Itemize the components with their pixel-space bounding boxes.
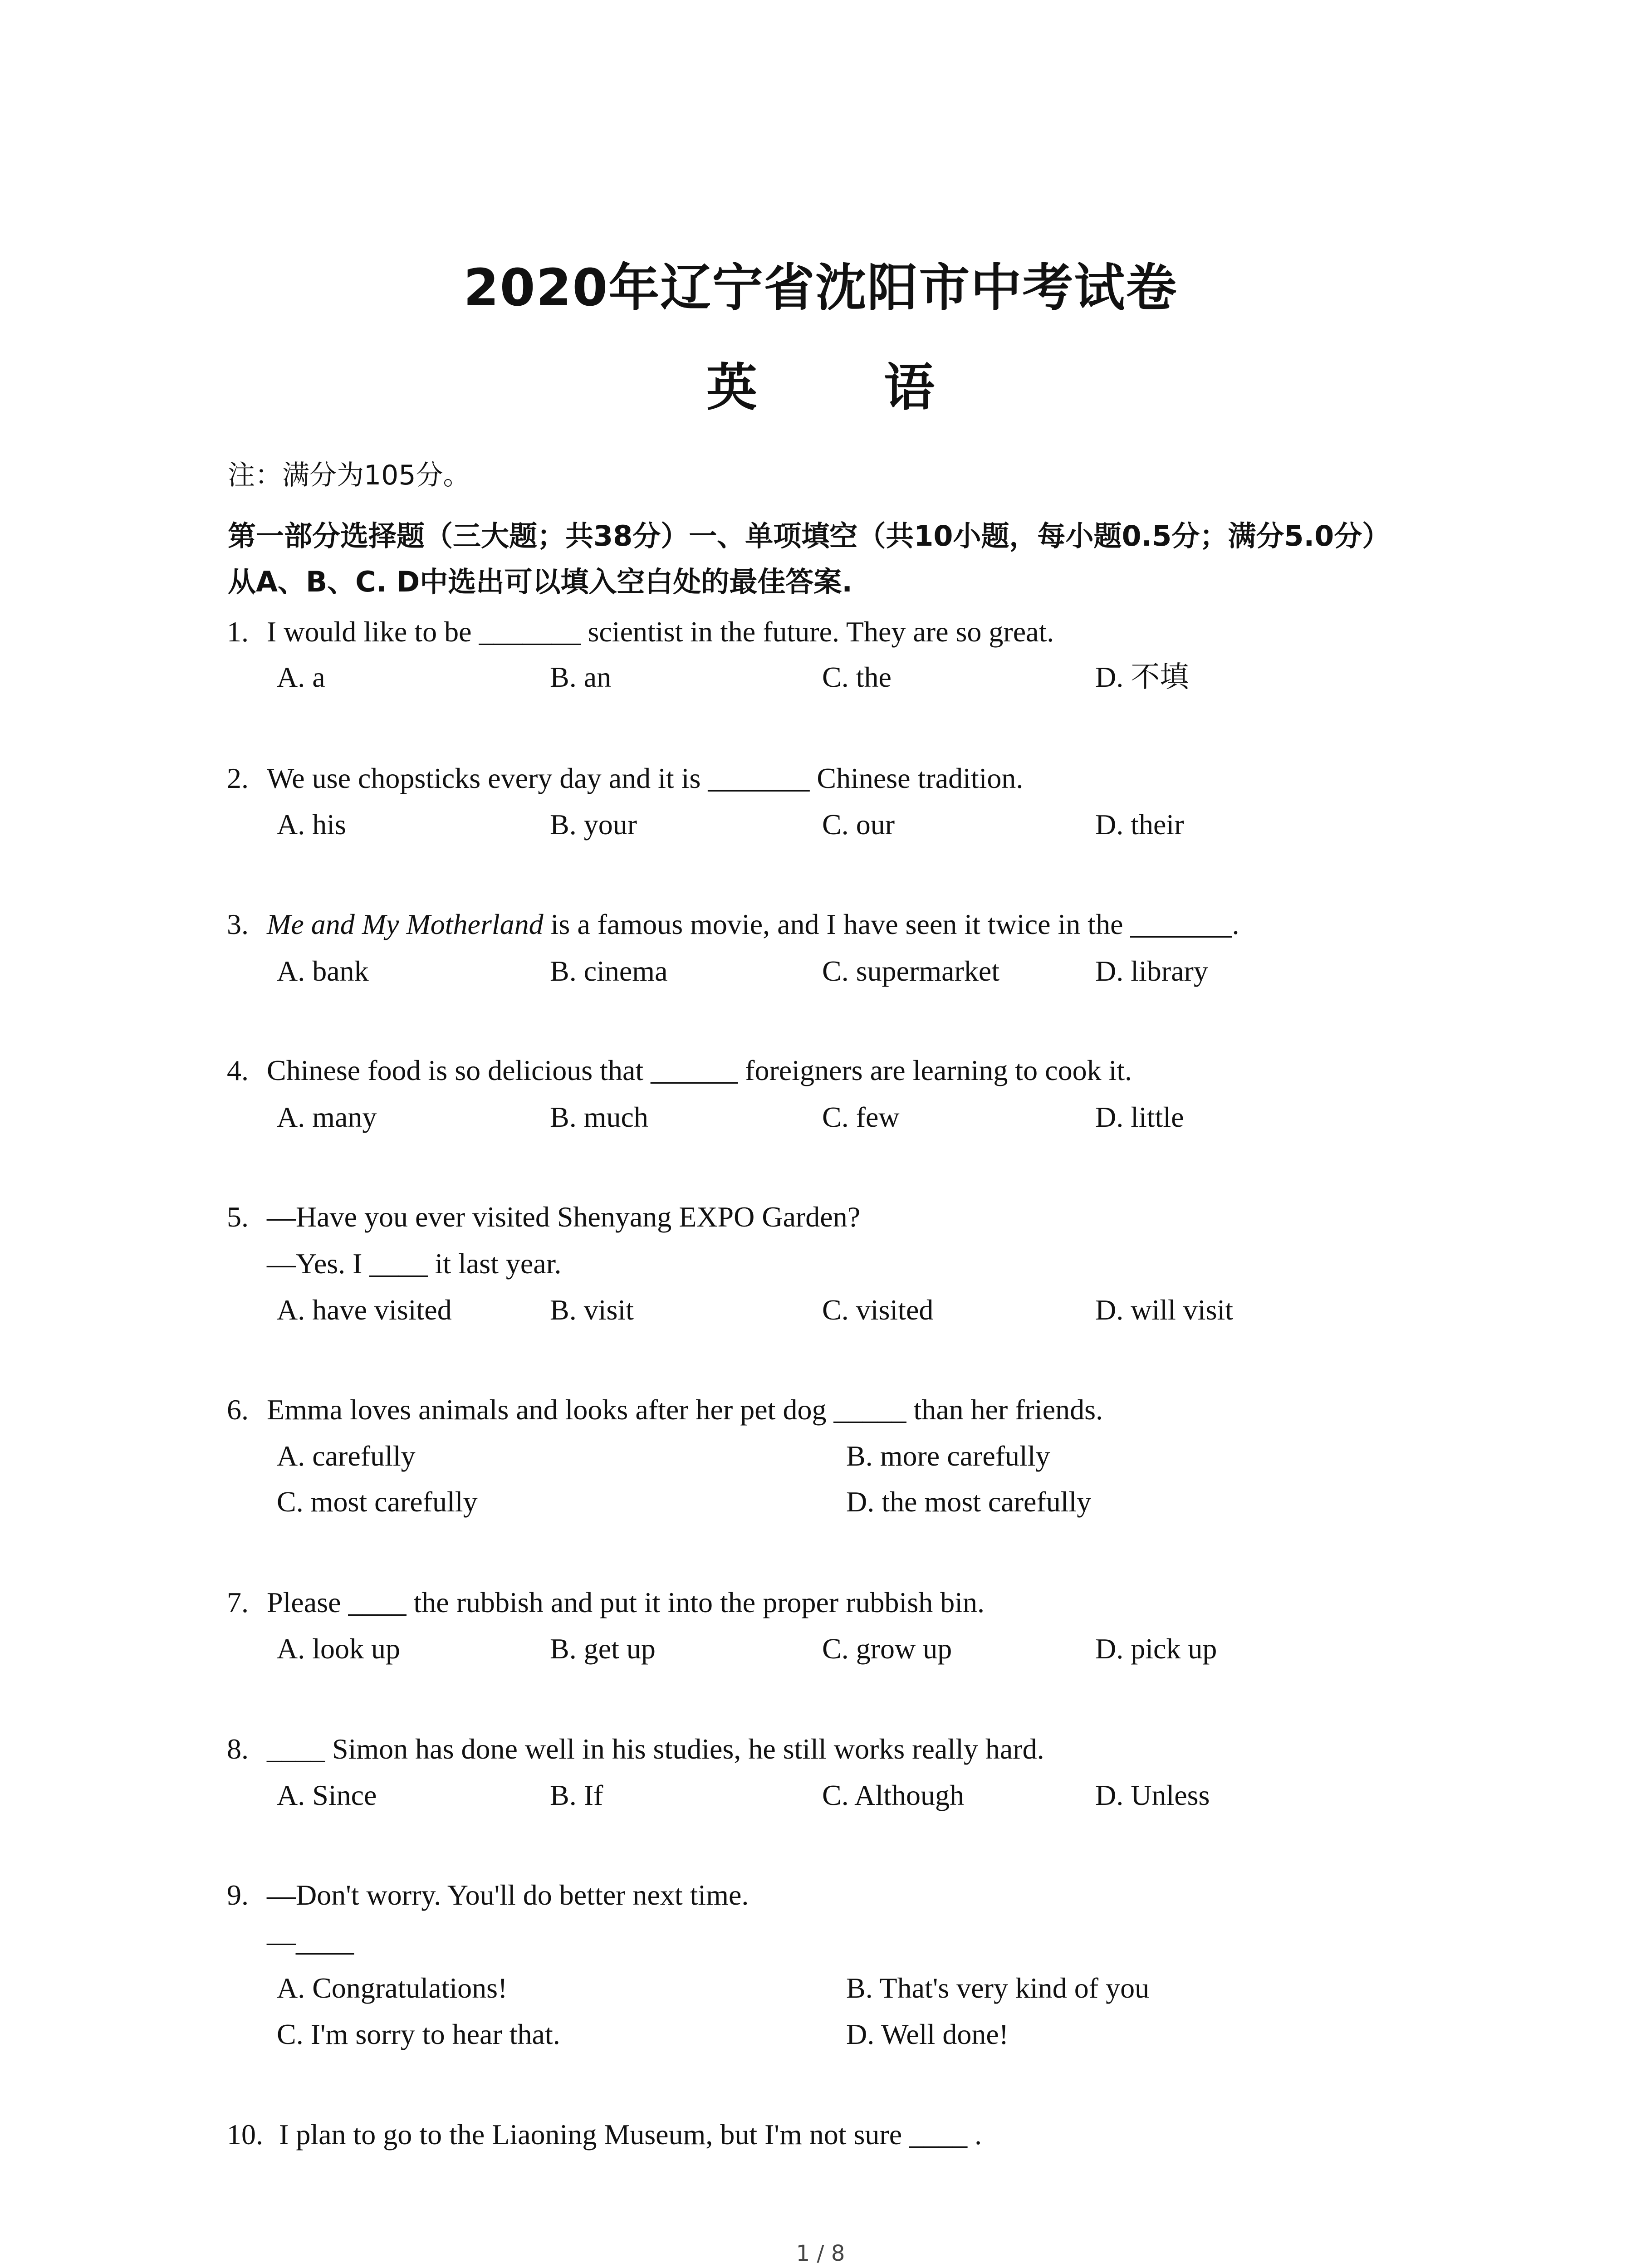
option-a: A. a [277,661,325,693]
question-number: 3. [227,908,249,940]
option-b: B. your [550,808,637,841]
question-text: We use chopsticks every day and it is _______ Chinese tradition. [267,762,1024,794]
question-number: 4. [227,1054,249,1086]
question-6 [227,1393,1103,1427]
question-1 [227,615,1054,650]
option-b: B. If [550,1779,603,1811]
question-5-reply: —Yes. I ____ it last year. [267,1247,562,1280]
option-a: A. Since [277,1779,377,1811]
option-a: A. have visited [277,1294,452,1326]
question-4 [227,1053,1132,1088]
option-d: D. the most carefully [846,1486,1092,1518]
option-b: B. an [550,661,612,693]
option-a: A. his [277,808,346,841]
question-number: 8. [227,1733,249,1765]
exam-title: 2020年辽宁省沈阳市中考试卷 [463,259,1178,318]
option-c: C. visited [822,1294,934,1326]
option-b: B. That's very kind of you [846,1972,1150,2004]
question-10 [227,2117,982,2152]
question-text: I would like to be _______ scientist in the future. They are so great. [267,616,1054,648]
movie-title: Me and My Motherland [267,908,544,940]
question-3 [227,907,1239,942]
question-text: Chinese food is so delicious that ______ foreigners are learning to cook it. [267,1054,1132,1086]
option-d: D. Well done! [846,2018,1009,2050]
option-d: D. Unless [1095,1779,1210,1811]
section-instruction: 第一部分选择题（三大题；共38分）一、单项填空（共10小题，每小题0.5分；满分5.0分） [228,519,1391,552]
question-text: is a famous movie, and I have seen it twice in the _______. [543,908,1239,940]
option-c: C. most carefully [277,1486,478,1518]
question-text: —Have you ever visited Shenyang EXPO Garden? [267,1201,861,1233]
question-7 [227,1585,985,1620]
option-d: D. 不填 [1095,661,1189,693]
option-b: B. visit [550,1294,634,1326]
option-a: A. many [277,1101,377,1133]
option-a: A. bank [277,955,369,987]
question-number: 7. [227,1586,249,1618]
question-number: 5. [227,1201,249,1233]
score-note: 注：满分为105分。 [228,459,470,491]
option-c: C. Although [822,1779,964,1811]
option-c: C. the [822,661,892,693]
question-number: 2. [227,762,249,794]
question-number: 6. [227,1393,249,1426]
option-d: D. pick up [1095,1633,1217,1665]
question-number: 9. [227,1879,249,1911]
option-b: B. get up [550,1633,656,1665]
page-number: 1 / 8 [796,2241,845,2266]
question-text: Please ____ the rubbish and put it into the proper rubbish bin. [267,1586,985,1618]
question-text: —Don't worry. You'll do better next time. [267,1879,749,1911]
option-c: C. grow up [822,1633,952,1665]
option-d: D. will visit [1095,1294,1234,1326]
option-c: C. our [822,808,895,841]
option-d: D. little [1095,1101,1184,1133]
question-text: ____ Simon has done well in his studies, he still works really hard. [267,1733,1044,1765]
question-5 [227,1200,860,1235]
question-number: 1. [227,616,249,648]
question-8 [227,1732,1044,1767]
question-text: Emma loves animals and looks after her pet dog _____ than her friends. [267,1393,1103,1426]
option-c: C. supermarket [822,955,999,987]
option-c: C. I'm sorry to hear that. [277,2018,560,2050]
option-c: C. few [822,1101,900,1133]
question-text: I plan to go to the Liaoning Museum, but I'm not sure ____ . [279,2118,982,2151]
question-9-reply: —____ [267,1925,354,1957]
option-d: D. their [1095,808,1184,841]
option-b: B. more carefully [846,1440,1050,1472]
question-9 [227,1878,749,1913]
option-a: A. look up [277,1633,400,1665]
section-instruction-2: 从A、B、C. D中选出可以填入空白处的最佳答案. [228,565,852,598]
option-b: B. cinema [550,955,668,987]
option-b: B. much [550,1101,648,1133]
option-a: A. Congratulations! [277,1972,508,2004]
question-number: 10. [227,2118,263,2151]
option-a: A. carefully [277,1440,416,1472]
option-d: D. library [1095,955,1208,987]
subject-title: 英 语 [706,358,989,417]
question-2 [227,761,1023,796]
